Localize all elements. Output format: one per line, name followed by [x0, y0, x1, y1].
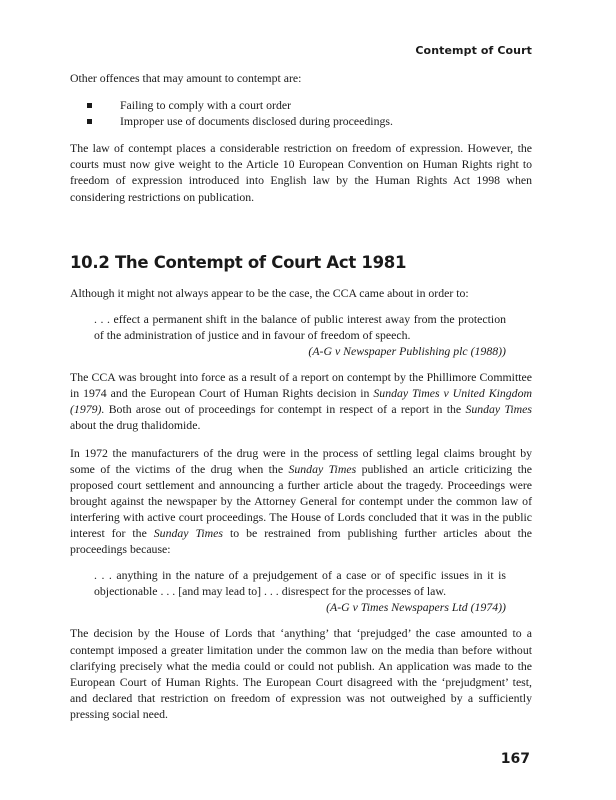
text-run: Both arose out of proceedings for contempt in respect of a report in the [104, 402, 466, 417]
list-item-text: Improper use of documents disclosed during proceedings. [120, 114, 393, 129]
text-run: about the drug thalidomide. [70, 418, 201, 433]
newspaper-name: Sunday Times [153, 525, 224, 540]
cca-intro-paragraph: Although it might not always appear to be the case, the CCA came about in order to: [70, 285, 469, 300]
text-run: The CCA was brought into force as a result of a report on contempt by the Phillimore Committee in 1974 and the European Court of Human Rights decision in [70, 370, 532, 401]
intro-paragraph: Other offences that may amount to contempt are: [70, 71, 302, 85]
text-run: In 1972 the manufacturers of the drug were in the process of settling legal claims brought by some of the victims of the drug when the [70, 445, 532, 476]
cca-origin-paragraph [70, 369, 532, 433]
case-name: Sunday Times v United Kingdom (1979). [70, 386, 532, 417]
newspaper-name: Sunday Times [465, 402, 532, 417]
quote-citation: (A-G v Newspaper Publishing plc (1988)) [308, 344, 506, 359]
square-bullet-icon [87, 103, 92, 108]
freedom-of-expression-paragraph: The law of contempt places a considerable restriction on freedom of expression. However, the courts must now give weight to the Article 10 European Convention on Human Rights right to freedom of expression introduced into English law by the Human Rights Act 1998 when considering restrictions on publication. [70, 141, 532, 204]
square-bullet-icon [87, 119, 92, 124]
page-body [70, 44, 532, 722]
list-item-text: Failing to comply with a court order [120, 98, 292, 113]
block-quote [94, 311, 506, 359]
house-of-lords-decision-paragraph: The decision by the House of Lords that ‘anything’ that ‘prejudged’ the case amounted to a contempt imposed a greater limitation under the common law on the media than before without clarifying precisely what the media could or could not publish. An application was made to the European Court of Human Rights. The European Court disagreed with the ‘prejudgment’ test, and declared that restriction on freedom of expression was not outweighed by a sufficiently pressing social need. [70, 626, 532, 721]
block-quote [94, 567, 506, 615]
text-run: published an article criticizing the proposed court settlement and announcing a further article about the tragedy. Proceedings were brought against the newspaper by the Attorney General for contempt under the common law of interfering with active court proceedings. The House of Lords concluded that it was in the public interest for the [70, 461, 532, 540]
newspaper-name: Sunday Times [288, 461, 357, 476]
quote-citation: (A-G v Times Newspapers Ltd (1974)) [326, 600, 506, 615]
list-item [70, 113, 532, 129]
bullet-list [70, 97, 532, 129]
running-header-title: Contempt of Court [415, 44, 532, 57]
text-run: to be restrained from publishing further articles about the proceedings because: [70, 525, 532, 557]
list-item [70, 97, 532, 113]
quote-text: . . . effect a permanent shift in the balance of public interest away from the protection of the administration of justice and in favour of freedom of speech. [94, 311, 506, 342]
page-number: 167 [500, 751, 530, 767]
quote-text: . . . anything in the nature of a prejudgement of a case or of specific issues in it is objectionable . . . [and may lead to] . . . disrespect for the processes of law. [94, 568, 506, 599]
thalidomide-paragraph [70, 445, 532, 558]
section-heading: 10.2 The Contempt of Court Act 1981 [70, 252, 407, 272]
